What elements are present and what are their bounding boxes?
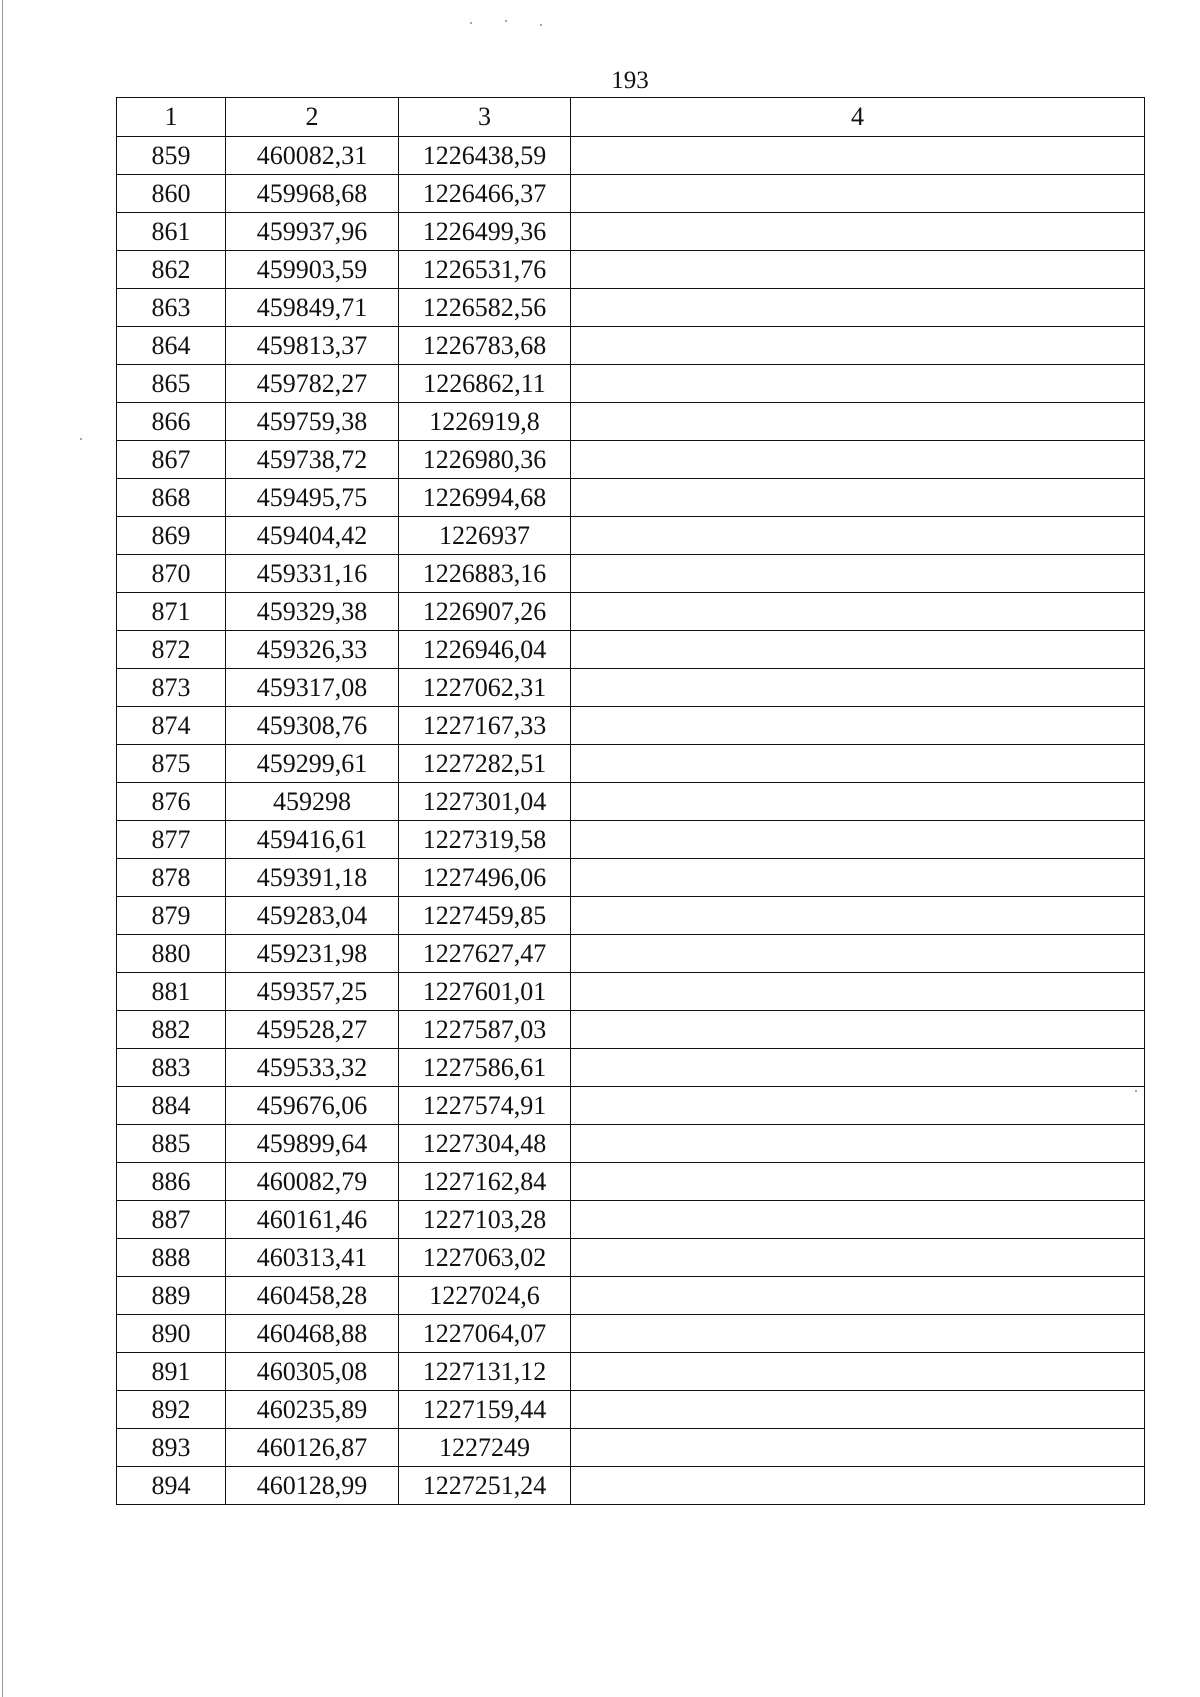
- note-cell: [571, 1315, 1145, 1353]
- point-number-cell: 891: [117, 1353, 226, 1391]
- table-row: [117, 745, 1145, 783]
- scan-speck: [470, 22, 472, 24]
- point-number-cell: 859: [117, 137, 226, 175]
- note-cell: [571, 1277, 1145, 1315]
- x-coordinate-cell: 460126,87: [226, 1429, 399, 1467]
- y-coordinate-cell: 1226907,26: [399, 593, 571, 631]
- y-coordinate-cell: 1227162,84: [399, 1163, 571, 1201]
- point-number-cell: 869: [117, 517, 226, 555]
- point-number-cell: 860: [117, 175, 226, 213]
- y-coordinate-cell: 1227301,04: [399, 783, 571, 821]
- point-number-cell: 892: [117, 1391, 226, 1429]
- note-cell: [571, 631, 1145, 669]
- column-header: 3: [399, 98, 571, 137]
- table-row: [117, 935, 1145, 973]
- y-coordinate-cell: 1227159,44: [399, 1391, 571, 1429]
- table-row: [117, 1201, 1145, 1239]
- point-number-cell: 862: [117, 251, 226, 289]
- table-row: [117, 1429, 1145, 1467]
- x-coordinate-cell: 460161,46: [226, 1201, 399, 1239]
- point-number-cell: 893: [117, 1429, 226, 1467]
- table-row: [117, 1315, 1145, 1353]
- x-coordinate-cell: 459676,06: [226, 1087, 399, 1125]
- point-number-cell: 873: [117, 669, 226, 707]
- y-coordinate-cell: 1227249: [399, 1429, 571, 1467]
- y-coordinate-cell: 1226783,68: [399, 327, 571, 365]
- point-number-cell: 863: [117, 289, 226, 327]
- point-number-cell: 867: [117, 441, 226, 479]
- note-cell: [571, 593, 1145, 631]
- point-number-cell: 884: [117, 1087, 226, 1125]
- y-coordinate-cell: 1226499,36: [399, 213, 571, 251]
- note-cell: [571, 1201, 1145, 1239]
- y-coordinate-cell: 1227627,47: [399, 935, 571, 973]
- note-cell: [571, 251, 1145, 289]
- table-row: [117, 593, 1145, 631]
- y-coordinate-cell: 1227574,91: [399, 1087, 571, 1125]
- y-coordinate-cell: 1227496,06: [399, 859, 571, 897]
- note-cell: [571, 1049, 1145, 1087]
- table-row: [117, 479, 1145, 517]
- point-number-cell: 870: [117, 555, 226, 593]
- note-cell: [571, 1011, 1145, 1049]
- y-coordinate-cell: 1226862,11: [399, 365, 571, 403]
- x-coordinate-cell: 460305,08: [226, 1353, 399, 1391]
- table-row: [117, 327, 1145, 365]
- note-cell: [571, 441, 1145, 479]
- x-coordinate-cell: 459528,27: [226, 1011, 399, 1049]
- x-coordinate-cell: 460128,99: [226, 1467, 399, 1505]
- table-row: [117, 1239, 1145, 1277]
- x-coordinate-cell: 459298: [226, 783, 399, 821]
- note-cell: [571, 859, 1145, 897]
- table-row: [117, 517, 1145, 555]
- note-cell: [571, 555, 1145, 593]
- note-cell: [571, 745, 1145, 783]
- point-number-cell: 887: [117, 1201, 226, 1239]
- note-cell: [571, 1239, 1145, 1277]
- x-coordinate-cell: 459299,61: [226, 745, 399, 783]
- x-coordinate-cell: 459849,71: [226, 289, 399, 327]
- y-coordinate-cell: 1227062,31: [399, 669, 571, 707]
- table-row: [117, 1353, 1145, 1391]
- y-coordinate-cell: 1226466,37: [399, 175, 571, 213]
- table-row: [117, 365, 1145, 403]
- table-row: [117, 821, 1145, 859]
- table-row: [117, 1277, 1145, 1315]
- point-number-cell: 861: [117, 213, 226, 251]
- point-number-cell: 890: [117, 1315, 226, 1353]
- y-coordinate-cell: 1227103,28: [399, 1201, 571, 1239]
- note-cell: [571, 1353, 1145, 1391]
- x-coordinate-cell: 459283,04: [226, 897, 399, 935]
- x-coordinate-cell: 459937,96: [226, 213, 399, 251]
- y-coordinate-cell: 1227167,33: [399, 707, 571, 745]
- x-coordinate-cell: 459326,33: [226, 631, 399, 669]
- x-coordinate-cell: 460468,88: [226, 1315, 399, 1353]
- point-number-cell: 868: [117, 479, 226, 517]
- note-cell: [571, 479, 1145, 517]
- table-row: [117, 859, 1145, 897]
- note-cell: [571, 821, 1145, 859]
- point-number-cell: 864: [117, 327, 226, 365]
- y-coordinate-cell: 1227251,24: [399, 1467, 571, 1505]
- x-coordinate-cell: 459759,38: [226, 403, 399, 441]
- table-row: [117, 1011, 1145, 1049]
- table-row: [117, 973, 1145, 1011]
- table-row: [117, 1163, 1145, 1201]
- y-coordinate-cell: 1227586,61: [399, 1049, 571, 1087]
- point-number-cell: 879: [117, 897, 226, 935]
- note-cell: [571, 1163, 1145, 1201]
- x-coordinate-cell: 459899,64: [226, 1125, 399, 1163]
- table-row: [117, 783, 1145, 821]
- table-header-row: [117, 98, 1145, 137]
- y-coordinate-cell: 1226883,16: [399, 555, 571, 593]
- note-cell: [571, 213, 1145, 251]
- x-coordinate-cell: 460458,28: [226, 1277, 399, 1315]
- table-row: [117, 175, 1145, 213]
- x-coordinate-cell: 460082,31: [226, 137, 399, 175]
- column-header: 1: [117, 98, 226, 137]
- x-coordinate-cell: 459903,59: [226, 251, 399, 289]
- note-cell: [571, 783, 1145, 821]
- y-coordinate-cell: 1226582,56: [399, 289, 571, 327]
- table-row: [117, 213, 1145, 251]
- y-coordinate-cell: 1227282,51: [399, 745, 571, 783]
- note-cell: [571, 175, 1145, 213]
- point-number-cell: 894: [117, 1467, 226, 1505]
- y-coordinate-cell: 1227064,07: [399, 1315, 571, 1353]
- x-coordinate-cell: 459404,42: [226, 517, 399, 555]
- y-coordinate-cell: 1227587,03: [399, 1011, 571, 1049]
- y-coordinate-cell: 1226994,68: [399, 479, 571, 517]
- x-coordinate-cell: 459738,72: [226, 441, 399, 479]
- point-number-cell: 872: [117, 631, 226, 669]
- x-coordinate-cell: 459416,61: [226, 821, 399, 859]
- point-number-cell: 883: [117, 1049, 226, 1087]
- y-coordinate-cell: 1227304,48: [399, 1125, 571, 1163]
- table-row: [117, 669, 1145, 707]
- x-coordinate-cell: 459231,98: [226, 935, 399, 973]
- y-coordinate-cell: 1226980,36: [399, 441, 571, 479]
- note-cell: [571, 365, 1145, 403]
- table-body: [117, 137, 1145, 1505]
- point-number-cell: 876: [117, 783, 226, 821]
- x-coordinate-cell: 459331,16: [226, 555, 399, 593]
- x-coordinate-cell: 459968,68: [226, 175, 399, 213]
- table-row: [117, 707, 1145, 745]
- point-number-cell: 865: [117, 365, 226, 403]
- x-coordinate-cell: 459813,37: [226, 327, 399, 365]
- scan-margin-line: [2, 0, 3, 1697]
- y-coordinate-cell: 1227131,12: [399, 1353, 571, 1391]
- note-cell: [571, 897, 1145, 935]
- x-coordinate-cell: 459317,08: [226, 669, 399, 707]
- scan-speck: [80, 438, 82, 440]
- point-number-cell: 889: [117, 1277, 226, 1315]
- x-coordinate-cell: 459308,76: [226, 707, 399, 745]
- table-row: [117, 251, 1145, 289]
- note-cell: [571, 935, 1145, 973]
- note-cell: [571, 1391, 1145, 1429]
- note-cell: [571, 289, 1145, 327]
- note-cell: [571, 1125, 1145, 1163]
- point-number-cell: 875: [117, 745, 226, 783]
- point-number-cell: 888: [117, 1239, 226, 1277]
- scan-speck: [505, 20, 507, 22]
- note-cell: [571, 1467, 1145, 1505]
- point-number-cell: 886: [117, 1163, 226, 1201]
- table-row: [117, 137, 1145, 175]
- note-cell: [571, 1429, 1145, 1467]
- note-cell: [571, 669, 1145, 707]
- x-coordinate-cell: 459495,75: [226, 479, 399, 517]
- x-coordinate-cell: 460082,79: [226, 1163, 399, 1201]
- column-header: 2: [226, 98, 399, 137]
- x-coordinate-cell: 459329,38: [226, 593, 399, 631]
- note-cell: [571, 973, 1145, 1011]
- y-coordinate-cell: 1227459,85: [399, 897, 571, 935]
- y-coordinate-cell: 1226438,59: [399, 137, 571, 175]
- point-number-cell: 878: [117, 859, 226, 897]
- x-coordinate-cell: 460313,41: [226, 1239, 399, 1277]
- table-row: [117, 1049, 1145, 1087]
- table-row: [117, 555, 1145, 593]
- note-cell: [571, 707, 1145, 745]
- table-row: [117, 1467, 1145, 1505]
- scan-speck: [540, 24, 542, 26]
- table-row: [117, 441, 1145, 479]
- column-header: 4: [571, 98, 1145, 137]
- y-coordinate-cell: 1227024,6: [399, 1277, 571, 1315]
- y-coordinate-cell: 1227063,02: [399, 1239, 571, 1277]
- table-row: [117, 1391, 1145, 1429]
- y-coordinate-cell: 1226946,04: [399, 631, 571, 669]
- x-coordinate-cell: 459533,32: [226, 1049, 399, 1087]
- y-coordinate-cell: 1226937: [399, 517, 571, 555]
- note-cell: [571, 403, 1145, 441]
- table-row: [117, 403, 1145, 441]
- table-row: [117, 1125, 1145, 1163]
- coordinates-table: [116, 97, 1145, 1505]
- point-number-cell: 874: [117, 707, 226, 745]
- x-coordinate-cell: 459357,25: [226, 973, 399, 1011]
- point-number-cell: 877: [117, 821, 226, 859]
- table-row: [117, 897, 1145, 935]
- point-number-cell: 866: [117, 403, 226, 441]
- y-coordinate-cell: 1227319,58: [399, 821, 571, 859]
- page-number: 193: [611, 67, 649, 94]
- point-number-cell: 881: [117, 973, 226, 1011]
- x-coordinate-cell: 459391,18: [226, 859, 399, 897]
- note-cell: [571, 137, 1145, 175]
- point-number-cell: 882: [117, 1011, 226, 1049]
- table-row: [117, 289, 1145, 327]
- note-cell: [571, 517, 1145, 555]
- y-coordinate-cell: 1226531,76: [399, 251, 571, 289]
- note-cell: [571, 327, 1145, 365]
- point-number-cell: 880: [117, 935, 226, 973]
- point-number-cell: 871: [117, 593, 226, 631]
- point-number-cell: 885: [117, 1125, 226, 1163]
- note-cell: [571, 1087, 1145, 1125]
- x-coordinate-cell: 460235,89: [226, 1391, 399, 1429]
- x-coordinate-cell: 459782,27: [226, 365, 399, 403]
- table-row: [117, 1087, 1145, 1125]
- table-row: [117, 631, 1145, 669]
- y-coordinate-cell: 1226919,8: [399, 403, 571, 441]
- y-coordinate-cell: 1227601,01: [399, 973, 571, 1011]
